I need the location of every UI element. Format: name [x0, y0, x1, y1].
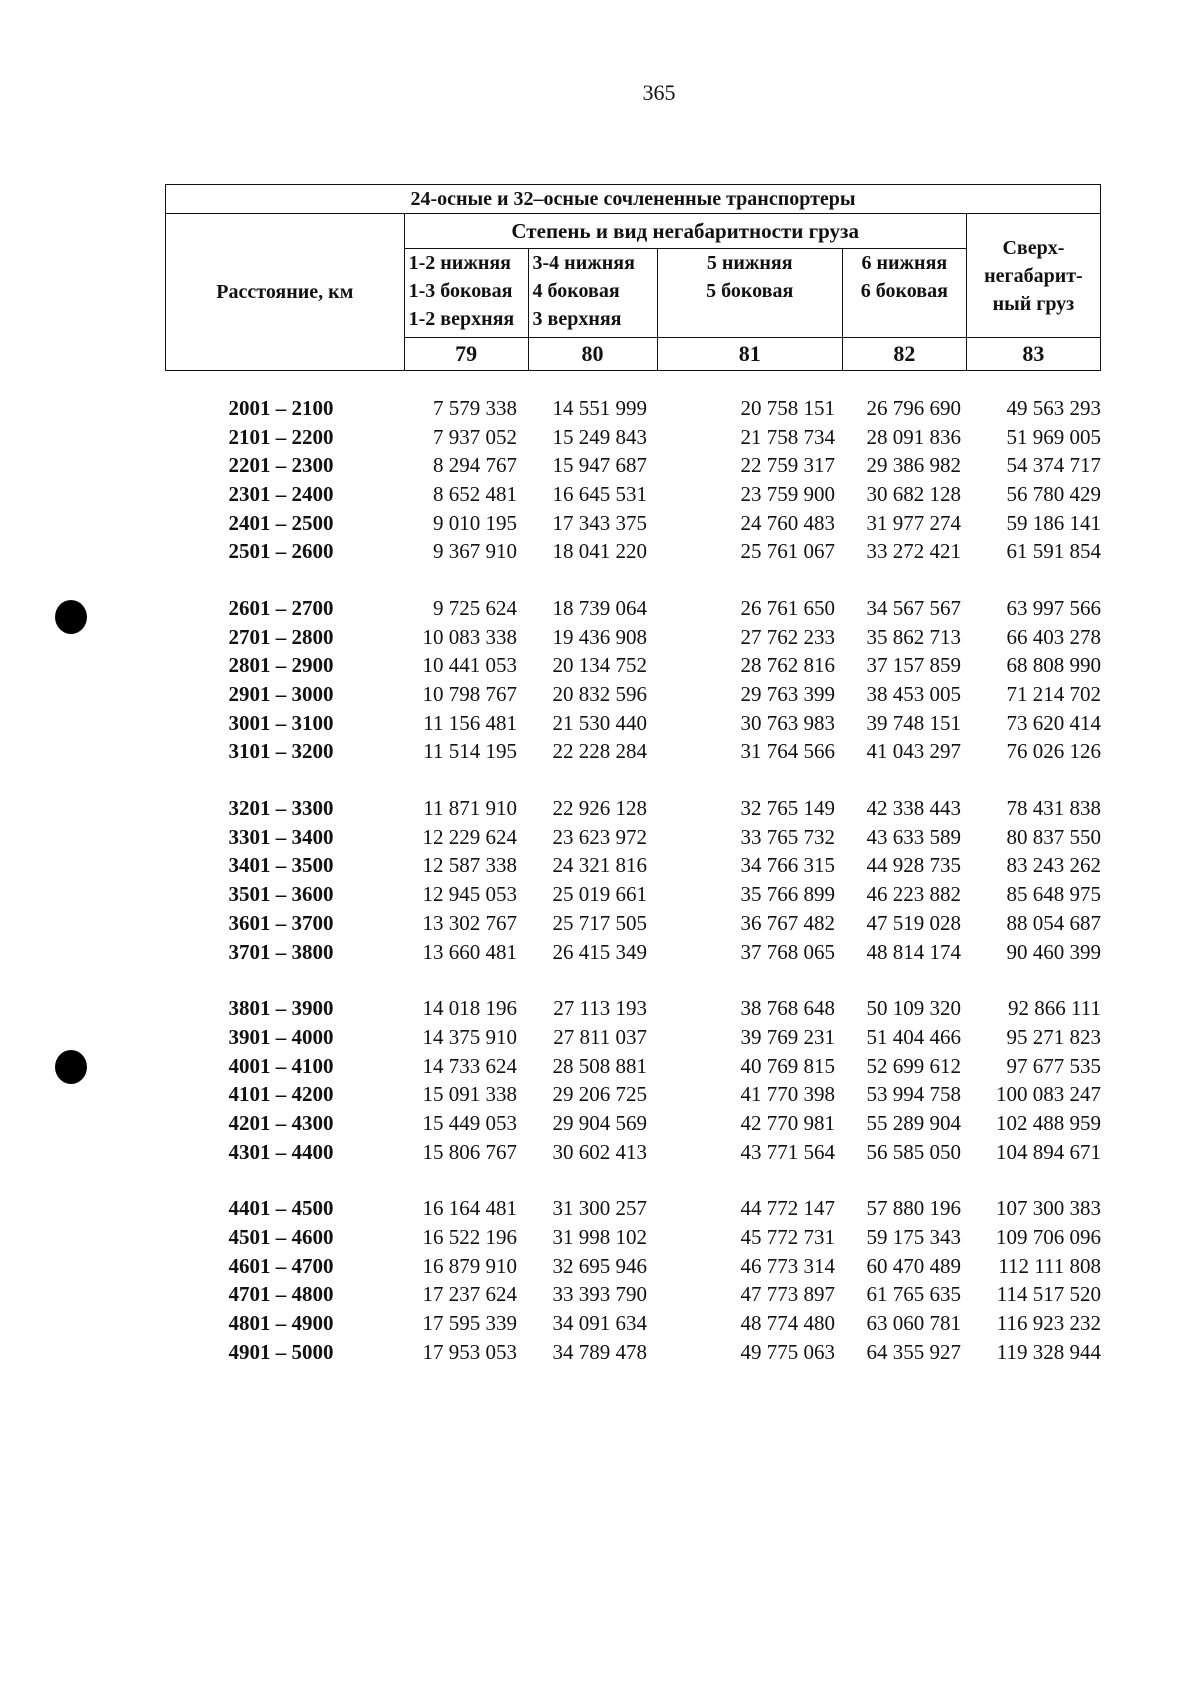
value-col-81: 37 768 065 — [740, 939, 835, 964]
value-col-83: 76 026 126 — [1006, 739, 1101, 764]
value-col-80: 29 904 569 — [552, 1110, 647, 1135]
column-number-80: 80 — [528, 338, 657, 371]
value-col-79: 9 010 195 — [433, 510, 517, 535]
distance-cell: 4401 – 4500 — [228, 1196, 334, 1221]
distance-cell: 2201 – 2300 — [228, 453, 334, 478]
value-col-83: 73 620 414 — [1006, 710, 1101, 735]
value-col-82: 29 386 982 — [866, 453, 961, 478]
column-number-82: 82 — [842, 338, 966, 371]
table-row — [165, 738, 1101, 767]
value-col-81: 21 758 734 — [740, 424, 835, 449]
value-col-82: 56 585 050 — [866, 1139, 961, 1164]
value-col-82: 50 109 320 — [866, 996, 961, 1021]
value-col-79: 16 522 196 — [422, 1225, 517, 1250]
value-col-83: 109 706 096 — [996, 1225, 1101, 1250]
value-col-83: 63 997 566 — [1006, 595, 1101, 620]
value-col-80: 28 508 881 — [552, 1053, 647, 1078]
distance-cell: 4301 – 4400 — [228, 1139, 334, 1164]
tariff-table-body — [165, 394, 1101, 1395]
value-col-82: 55 289 904 — [866, 1110, 961, 1135]
value-col-81: 44 772 147 — [740, 1196, 835, 1221]
value-col-83: 95 271 823 — [1006, 1024, 1101, 1049]
distance-cell: 3201 – 3300 — [228, 796, 334, 821]
value-col-79: 15 449 053 — [422, 1110, 517, 1135]
value-col-82: 48 814 174 — [866, 939, 961, 964]
value-col-81: 24 760 483 — [740, 510, 835, 535]
value-col-83: 107 300 383 — [996, 1196, 1101, 1221]
value-col-79: 16 164 481 — [422, 1196, 517, 1221]
value-col-83: 90 460 399 — [1006, 939, 1101, 964]
binder-hole-mark — [55, 600, 87, 634]
distance-cell: 3901 – 4000 — [228, 1024, 334, 1049]
value-col-82: 64 355 927 — [866, 1339, 961, 1364]
value-col-79: 9 725 624 — [433, 595, 517, 620]
value-col-82: 53 994 758 — [866, 1082, 961, 1107]
value-col-81: 45 772 731 — [740, 1225, 835, 1250]
table-row — [165, 823, 1101, 852]
value-col-82: 59 175 343 — [866, 1225, 961, 1250]
value-col-81: 36 767 482 — [740, 910, 835, 935]
row-group — [165, 594, 1101, 766]
super-header-line: негабарит- — [984, 264, 1083, 287]
column-header-line: 3 верхняя — [532, 308, 622, 330]
table-row — [165, 1052, 1101, 1081]
value-col-79: 16 879 910 — [422, 1253, 517, 1278]
value-col-81: 38 768 648 — [740, 996, 835, 1021]
value-col-83: 104 894 671 — [996, 1139, 1101, 1164]
table-row — [165, 537, 1101, 566]
table-row — [165, 423, 1101, 452]
column-header-line: 1-2 нижняя — [408, 252, 511, 274]
value-col-80: 16 645 531 — [552, 481, 647, 506]
value-col-80: 27 811 037 — [553, 1024, 647, 1049]
distance-cell: 4201 – 4300 — [228, 1110, 334, 1135]
value-col-80: 34 789 478 — [552, 1339, 647, 1364]
value-col-82: 34 567 567 — [866, 595, 961, 620]
table-row — [165, 451, 1101, 480]
value-col-79: 10 798 767 — [422, 682, 517, 707]
table-row — [165, 1138, 1101, 1167]
distance-cell: 2501 – 2600 — [228, 539, 334, 564]
value-col-83: 59 186 141 — [1006, 510, 1101, 535]
value-col-79: 17 953 053 — [422, 1339, 517, 1364]
value-col-80: 27 113 193 — [553, 996, 647, 1021]
column-header-line: 1-2 верхняя — [408, 308, 515, 330]
value-col-82: 57 880 196 — [866, 1196, 961, 1221]
value-col-81: 32 765 149 — [740, 796, 835, 821]
value-col-80: 22 228 284 — [552, 739, 647, 764]
value-col-83: 112 111 808 — [998, 1253, 1101, 1278]
distance-cell: 2101 – 2200 — [228, 424, 334, 449]
value-col-80: 25 019 661 — [552, 882, 647, 907]
degree-header: Степень и вид негабаритности груза — [404, 214, 966, 249]
value-col-81: 31 764 566 — [740, 739, 835, 764]
value-col-79: 13 660 481 — [422, 939, 517, 964]
value-col-82: 30 682 128 — [866, 481, 961, 506]
value-col-83: 119 328 944 — [996, 1339, 1101, 1364]
value-col-81: 39 769 231 — [740, 1024, 835, 1049]
value-col-81: 40 769 815 — [740, 1053, 835, 1078]
value-col-83: 83 243 262 — [1006, 853, 1101, 878]
table-row — [165, 852, 1101, 881]
value-col-80: 30 602 413 — [552, 1139, 647, 1164]
value-col-79: 15 806 767 — [422, 1139, 517, 1164]
table-row — [165, 794, 1101, 823]
super-header-line: ный груз — [992, 292, 1075, 315]
row-group — [165, 394, 1101, 566]
value-col-79: 8 294 767 — [433, 453, 517, 478]
value-col-83: 80 837 550 — [1006, 824, 1101, 849]
column-number-81: 81 — [657, 338, 842, 371]
table-row — [165, 652, 1101, 681]
value-col-83: 102 488 959 — [996, 1110, 1101, 1135]
table-row — [165, 594, 1101, 623]
table-row — [165, 623, 1101, 652]
value-col-80: 33 393 790 — [552, 1282, 647, 1307]
distance-header: Расстояние, км — [166, 214, 405, 371]
value-col-80: 15 249 843 — [552, 424, 647, 449]
value-col-81: 48 774 480 — [740, 1311, 835, 1336]
value-col-83: 100 083 247 — [996, 1082, 1101, 1107]
value-col-79: 7 937 052 — [433, 424, 517, 449]
value-col-82: 39 748 151 — [866, 710, 961, 735]
table-row — [165, 509, 1101, 538]
value-col-80: 20 832 596 — [552, 682, 647, 707]
table-row — [165, 909, 1101, 938]
value-col-80: 19 436 908 — [552, 624, 647, 649]
distance-cell: 3701 – 3800 — [228, 939, 334, 964]
value-col-79: 8 652 481 — [433, 481, 517, 506]
value-col-79: 10 083 338 — [422, 624, 517, 649]
table-row — [165, 1080, 1101, 1109]
table-row — [165, 709, 1101, 738]
table-row — [165, 480, 1101, 509]
column-number-83: 83 — [966, 338, 1100, 371]
value-col-81: 28 762 816 — [740, 653, 835, 678]
value-col-80: 18 041 220 — [552, 539, 647, 564]
table-row — [165, 394, 1101, 423]
column-header-line: 6 боковая — [860, 280, 948, 302]
value-col-81: 43 771 564 — [740, 1139, 835, 1164]
value-col-82: 63 060 781 — [866, 1311, 961, 1336]
column-header-80 — [528, 249, 657, 338]
column-header-81 — [657, 249, 842, 338]
value-col-81: 49 775 063 — [740, 1339, 835, 1364]
value-col-82: 46 223 882 — [866, 882, 961, 907]
value-col-80: 18 739 064 — [552, 595, 647, 620]
value-col-82: 47 519 028 — [866, 910, 961, 935]
value-col-80: 17 343 375 — [552, 510, 647, 535]
distance-cell: 2401 – 2500 — [228, 510, 334, 535]
distance-cell: 4001 – 4100 — [228, 1053, 334, 1078]
value-col-81: 23 759 900 — [740, 481, 835, 506]
value-col-82: 51 404 466 — [866, 1024, 961, 1049]
value-col-81: 34 766 315 — [740, 853, 835, 878]
distance-cell: 3401 – 3500 — [228, 853, 334, 878]
value-col-79: 11 871 910 — [423, 796, 517, 821]
distance-cell: 4701 – 4800 — [228, 1282, 334, 1307]
value-col-82: 37 157 859 — [866, 653, 961, 678]
table-row — [165, 1195, 1101, 1224]
column-header-line: 6 нижняя — [861, 252, 948, 274]
value-col-83: 88 054 687 — [1006, 910, 1101, 935]
value-col-81: 26 761 650 — [740, 595, 835, 620]
value-col-82: 60 470 489 — [866, 1253, 961, 1278]
column-header-line: 1-3 боковая — [408, 280, 513, 302]
value-col-79: 12 945 053 — [422, 882, 517, 907]
value-col-83: 66 403 278 — [1006, 624, 1101, 649]
value-col-80: 22 926 128 — [552, 796, 647, 821]
value-col-83: 61 591 854 — [1006, 539, 1101, 564]
table-row — [165, 680, 1101, 709]
value-col-80: 32 695 946 — [552, 1253, 647, 1278]
value-col-80: 23 623 972 — [552, 824, 647, 849]
table-row — [165, 1252, 1101, 1281]
value-col-81: 30 763 983 — [740, 710, 835, 735]
value-col-82: 35 862 713 — [866, 624, 961, 649]
value-col-80: 15 947 687 — [552, 453, 647, 478]
distance-cell: 3301 – 3400 — [228, 824, 334, 849]
value-col-79: 17 237 624 — [422, 1282, 517, 1307]
super-header-line: Сверх- — [1002, 236, 1065, 259]
value-col-81: 29 763 399 — [740, 682, 835, 707]
value-col-79: 14 375 910 — [422, 1024, 517, 1049]
value-col-81: 46 773 314 — [740, 1253, 835, 1278]
value-col-80: 26 415 349 — [552, 939, 647, 964]
distance-cell: 3001 – 3100 — [228, 710, 334, 735]
value-col-82: 44 928 735 — [866, 853, 961, 878]
value-col-83: 85 648 975 — [1006, 882, 1101, 907]
value-col-81: 42 770 981 — [740, 1110, 835, 1135]
distance-cell: 2301 – 2400 — [228, 481, 334, 506]
value-col-82: 33 272 421 — [866, 539, 961, 564]
column-header-line: 4 боковая — [532, 280, 620, 302]
row-group — [165, 1195, 1101, 1367]
value-col-80: 25 717 505 — [552, 910, 647, 935]
table-row — [165, 1223, 1101, 1252]
distance-cell: 3601 – 3700 — [228, 910, 334, 935]
value-col-83: 68 808 990 — [1006, 653, 1101, 678]
table-row — [165, 1109, 1101, 1138]
super-oversize-header — [966, 214, 1100, 338]
table-row — [165, 1338, 1101, 1367]
table-row — [165, 880, 1101, 909]
distance-cell: 3801 – 3900 — [228, 996, 334, 1021]
row-group — [165, 994, 1101, 1166]
table-row — [165, 994, 1101, 1023]
value-col-80: 34 091 634 — [552, 1311, 647, 1336]
value-col-83: 51 969 005 — [1006, 424, 1101, 449]
distance-cell: 4601 – 4700 — [228, 1253, 334, 1278]
table-row — [165, 1309, 1101, 1338]
table-header — [165, 184, 1101, 371]
value-col-79: 14 018 196 — [422, 996, 517, 1021]
value-col-83: 56 780 429 — [1006, 481, 1101, 506]
value-col-82: 31 977 274 — [866, 510, 961, 535]
column-header-line: 5 боковая — [706, 280, 794, 302]
value-col-82: 26 796 690 — [866, 395, 961, 420]
distance-cell: 2601 – 2700 — [228, 595, 334, 620]
distance-cell: 3101 – 3200 — [228, 739, 334, 764]
value-col-82: 43 633 589 — [866, 824, 961, 849]
value-col-82: 41 043 297 — [866, 739, 961, 764]
value-col-80: 24 321 816 — [552, 853, 647, 878]
distance-cell: 4801 – 4900 — [228, 1311, 334, 1336]
value-col-80: 31 998 102 — [552, 1225, 647, 1250]
table-row — [165, 1281, 1101, 1310]
value-col-79: 14 733 624 — [422, 1053, 517, 1078]
column-header-79 — [404, 249, 528, 338]
value-col-79: 10 441 053 — [422, 653, 517, 678]
value-col-81: 20 758 151 — [740, 395, 835, 420]
value-col-81: 22 759 317 — [740, 453, 835, 478]
value-col-83: 54 374 717 — [1006, 453, 1101, 478]
value-col-79: 11 156 481 — [423, 710, 517, 735]
value-col-80: 14 551 999 — [552, 395, 647, 420]
value-col-83: 92 866 111 — [1008, 996, 1101, 1021]
distance-cell: 2701 – 2800 — [228, 624, 334, 649]
value-col-81: 41 770 398 — [740, 1082, 835, 1107]
value-col-79: 9 367 910 — [433, 539, 517, 564]
value-col-83: 78 431 838 — [1006, 796, 1101, 821]
value-col-82: 61 765 635 — [866, 1282, 961, 1307]
value-col-80: 21 530 440 — [552, 710, 647, 735]
column-header-line: 3-4 нижняя — [532, 252, 635, 274]
value-col-81: 25 761 067 — [740, 539, 835, 564]
distance-cell: 2001 – 2100 — [228, 395, 334, 420]
value-col-79: 12 229 624 — [422, 824, 517, 849]
binder-hole-mark — [55, 1050, 87, 1084]
value-col-79: 17 595 339 — [422, 1311, 517, 1336]
value-col-80: 29 206 725 — [552, 1082, 647, 1107]
value-col-81: 35 766 899 — [740, 882, 835, 907]
distance-cell: 4101 – 4200 — [228, 1082, 334, 1107]
value-col-83: 71 214 702 — [1006, 682, 1101, 707]
value-col-82: 38 453 005 — [866, 682, 961, 707]
value-col-79: 11 514 195 — [423, 739, 517, 764]
column-header-82 — [842, 249, 966, 338]
value-col-82: 52 699 612 — [866, 1053, 961, 1078]
column-number-79: 79 — [404, 338, 528, 371]
value-col-81: 27 762 233 — [740, 624, 835, 649]
column-header-line: 5 нижняя — [706, 252, 793, 274]
value-col-79: 12 587 338 — [422, 853, 517, 878]
value-col-83: 97 677 535 — [1006, 1053, 1101, 1078]
value-col-81: 33 765 732 — [740, 824, 835, 849]
value-col-80: 31 300 257 — [552, 1196, 647, 1221]
value-col-81: 47 773 897 — [740, 1282, 835, 1307]
value-col-82: 28 091 836 — [866, 424, 961, 449]
table-title: 24-осные и 32–осные сочлененные транспортеры — [166, 185, 1101, 214]
value-col-83: 114 517 520 — [996, 1282, 1101, 1307]
table-row — [165, 1023, 1101, 1052]
table-row — [165, 938, 1101, 967]
distance-cell: 2801 – 2900 — [228, 653, 334, 678]
row-group — [165, 794, 1101, 966]
value-col-80: 20 134 752 — [552, 653, 647, 678]
page-number: 365 — [642, 80, 676, 105]
value-col-83: 49 563 293 — [1006, 395, 1101, 420]
value-col-79: 13 302 767 — [422, 910, 517, 935]
distance-cell: 4901 – 5000 — [228, 1339, 334, 1364]
value-col-83: 116 923 232 — [996, 1311, 1101, 1336]
value-col-79: 15 091 338 — [422, 1082, 517, 1107]
value-col-82: 42 338 443 — [866, 796, 961, 821]
distance-cell: 3501 – 3600 — [228, 882, 334, 907]
distance-cell: 4501 – 4600 — [228, 1225, 334, 1250]
value-col-79: 7 579 338 — [433, 395, 517, 420]
distance-cell: 2901 – 3000 — [228, 682, 334, 707]
